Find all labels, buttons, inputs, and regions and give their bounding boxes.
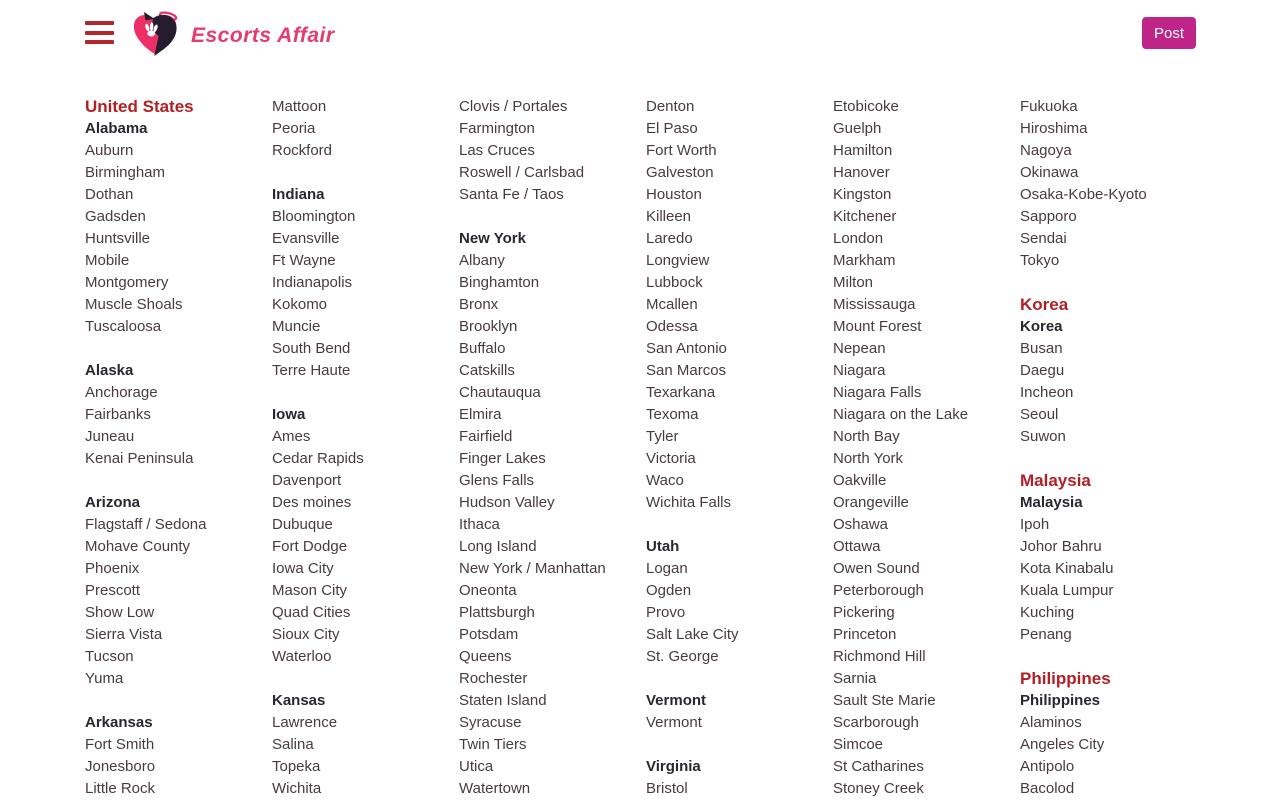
- city-link[interactable]: Houston: [646, 186, 702, 203]
- city-link[interactable]: Mohave County: [85, 538, 191, 555]
- city-link[interactable]: Busan: [1020, 340, 1063, 357]
- city-link[interactable]: North York: [833, 450, 904, 467]
- city-link[interactable]: Fort Dodge: [272, 538, 348, 555]
- city-link[interactable]: Niagara: [833, 362, 886, 379]
- state-header-link[interactable]: Kansas: [272, 692, 326, 709]
- state-header-link[interactable]: Arkansas: [85, 714, 153, 731]
- city-link[interactable]: Mcallen: [646, 296, 698, 313]
- city-link[interactable]: Sioux City: [272, 626, 340, 643]
- city-link[interactable]: Hanover: [833, 164, 890, 181]
- city-link[interactable]: Princeton: [833, 626, 897, 643]
- state-header-link[interactable]: Korea: [1020, 318, 1063, 335]
- city-link[interactable]: Iowa City: [272, 560, 334, 577]
- city-link[interactable]: Watertown: [459, 780, 531, 797]
- city-link[interactable]: Elmira: [459, 406, 502, 423]
- spacer: [272, 382, 459, 404]
- city-link[interactable]: Denton: [646, 98, 695, 115]
- city-link[interactable]: Daegu: [1020, 362, 1065, 379]
- city-link[interactable]: Dothan: [85, 186, 134, 203]
- city-link[interactable]: Oshawa: [833, 516, 889, 533]
- city-link[interactable]: Kenai Peninsula: [85, 450, 194, 467]
- city-link[interactable]: Clovis / Portales: [459, 98, 568, 115]
- city-link[interactable]: Mobile: [85, 252, 130, 269]
- page-header: [0, 0, 1280, 66]
- state-header-link[interactable]: Arizona: [85, 494, 141, 511]
- city-link[interactable]: Richmond Hill: [833, 648, 926, 665]
- city-link[interactable]: Fort Worth: [646, 142, 717, 159]
- city-link[interactable]: Bloomington: [272, 208, 356, 225]
- state-header-link[interactable]: New York: [459, 230, 526, 247]
- city-link[interactable]: Ithaca: [459, 516, 500, 533]
- directory-column: [85, 96, 272, 800]
- city-link[interactable]: Des moines: [272, 494, 352, 511]
- city-link[interactable]: Seoul: [1020, 406, 1059, 423]
- city-link[interactable]: Sarnia: [833, 670, 877, 687]
- city-link[interactable]: Rockford: [272, 142, 333, 159]
- city-link[interactable]: Little Rock: [85, 780, 156, 797]
- state-header-link[interactable]: Indiana: [272, 186, 325, 203]
- state-header-link[interactable]: Alabama: [85, 120, 148, 137]
- city-link[interactable]: South Bend: [272, 340, 351, 357]
- directory-column: [459, 96, 646, 800]
- city-link[interactable]: Sault Ste Marie: [833, 692, 936, 709]
- city-link[interactable]: Texarkana: [646, 384, 716, 401]
- city-link[interactable]: Lubbock: [646, 274, 703, 291]
- city-link[interactable]: Plattsburgh: [459, 604, 535, 621]
- city-link[interactable]: Markham: [833, 252, 896, 269]
- spacer: [1020, 448, 1207, 470]
- city-link[interactable]: Brooklyn: [459, 318, 518, 335]
- spacer: [646, 734, 833, 756]
- spacer: [1020, 272, 1207, 294]
- city-link[interactable]: Huntsville: [85, 230, 151, 247]
- city-link[interactable]: Evansville: [272, 230, 340, 247]
- spacer: [85, 338, 272, 360]
- city-link[interactable]: Peterborough: [833, 582, 924, 599]
- city-link[interactable]: Stoney Creek: [833, 780, 924, 797]
- city-link[interactable]: Wichita Falls: [646, 494, 732, 511]
- city-link[interactable]: Johor Bahru: [1020, 538, 1102, 555]
- city-link[interactable]: Anchorage: [85, 384, 158, 401]
- city-link[interactable]: Hamilton: [833, 142, 893, 159]
- city-link[interactable]: Mount Forest: [833, 318, 922, 335]
- city-link[interactable]: Niagara Falls: [833, 384, 922, 401]
- city-link[interactable]: Quad Cities: [272, 604, 351, 621]
- city-link[interactable]: Muscle Shoals: [85, 296, 183, 313]
- city-link[interactable]: Logan: [646, 560, 688, 577]
- city-link[interactable]: Muncie: [272, 318, 321, 335]
- spacer: [646, 514, 833, 536]
- city-link[interactable]: Albany: [459, 252, 505, 269]
- city-link[interactable]: Hiroshima: [1020, 120, 1088, 137]
- city-link[interactable]: Okinawa: [1020, 164, 1079, 181]
- city-link[interactable]: Tuscaloosa: [85, 318, 162, 335]
- city-link[interactable]: Killeen: [646, 208, 692, 225]
- city-link[interactable]: Galveston: [646, 164, 714, 181]
- city-link[interactable]: Pickering: [833, 604, 895, 621]
- city-link[interactable]: Ft Wayne: [272, 252, 336, 269]
- city-link[interactable]: Santa Fe / Taos: [459, 186, 564, 203]
- city-link[interactable]: Sierra Vista: [85, 626, 163, 643]
- city-link[interactable]: Oakville: [833, 472, 887, 489]
- city-link[interactable]: Orangeville: [833, 494, 909, 511]
- city-link[interactable]: Salt Lake City: [646, 626, 739, 643]
- brand-name: Escorts Affair: [191, 24, 335, 47]
- spacer: [459, 206, 646, 228]
- city-link[interactable]: Sendai: [1020, 230, 1067, 247]
- city-link[interactable]: Mississauga: [833, 296, 916, 313]
- city-link[interactable]: Auburn: [85, 142, 134, 159]
- city-link[interactable]: Guelph: [833, 120, 882, 137]
- city-link[interactable]: Potsdam: [459, 626, 519, 643]
- city-link[interactable]: Salina: [272, 736, 314, 753]
- city-link[interactable]: Jonesboro: [85, 758, 156, 775]
- city-link[interactable]: Show Low: [85, 604, 155, 621]
- city-link[interactable]: Penang: [1020, 626, 1072, 643]
- country-header-link[interactable]: Malaysia: [1020, 471, 1091, 490]
- city-link[interactable]: Alaminos: [1020, 714, 1082, 731]
- city-link[interactable]: Oneonta: [459, 582, 517, 599]
- city-link[interactable]: Queens: [459, 648, 512, 665]
- city-link[interactable]: Incheon: [1020, 384, 1074, 401]
- city-link[interactable]: Kota Kinabalu: [1020, 560, 1114, 577]
- city-link[interactable]: San Antonio: [646, 340, 727, 357]
- city-link[interactable]: New York / Manhattan: [459, 560, 606, 577]
- city-link[interactable]: Indianapolis: [272, 274, 353, 291]
- city-link[interactable]: Suwon: [1020, 428, 1066, 445]
- city-link[interactable]: Longview: [646, 252, 710, 269]
- city-link[interactable]: Vermont: [646, 714, 702, 731]
- city-link[interactable]: Angeles City: [1020, 736, 1105, 753]
- city-link[interactable]: Kokomo: [272, 296, 328, 313]
- city-link[interactable]: Provo: [646, 604, 686, 621]
- city-link[interactable]: Ogden: [646, 582, 692, 599]
- city-link[interactable]: Phoenix: [85, 560, 140, 577]
- city-link[interactable]: Fairbanks: [85, 406, 151, 423]
- city-link[interactable]: Mattoon: [272, 98, 327, 115]
- city-link[interactable]: Waterloo: [272, 648, 332, 665]
- directory-column: [833, 96, 1020, 800]
- city-link[interactable]: Nepean: [833, 340, 886, 357]
- city-link[interactable]: Catskills: [459, 362, 515, 379]
- directory-column: [646, 96, 833, 800]
- city-link[interactable]: Syracuse: [459, 714, 522, 731]
- city-link[interactable]: Niagara on the Lake: [833, 406, 969, 423]
- city-link[interactable]: Las Cruces: [459, 142, 535, 159]
- city-link[interactable]: Scarborough: [833, 714, 919, 731]
- city-link[interactable]: Fukuoka: [1020, 98, 1078, 115]
- city-link[interactable]: Davenport: [272, 472, 342, 489]
- spacer: [646, 668, 833, 690]
- city-link[interactable]: Staten Island: [459, 692, 547, 709]
- city-link[interactable]: Terre Haute: [272, 362, 351, 379]
- city-link[interactable]: Birmingham: [85, 164, 166, 181]
- city-link[interactable]: San Marcos: [646, 362, 727, 379]
- city-link[interactable]: Glens Falls: [459, 472, 535, 489]
- state-header-link[interactable]: Alaska: [85, 362, 134, 379]
- city-link[interactable]: Kingston: [833, 186, 892, 203]
- city-link[interactable]: Finger Lakes: [459, 450, 546, 467]
- spacer: [1020, 646, 1207, 668]
- city-link[interactable]: Tucson: [85, 648, 134, 665]
- brand-logo-heart-icon: [130, 11, 182, 61]
- city-link[interactable]: Kuala Lumpur: [1020, 582, 1114, 599]
- city-link[interactable]: Victoria: [646, 450, 696, 467]
- state-header-link[interactable]: Virginia: [646, 758, 701, 775]
- city-link[interactable]: Kuching: [1020, 604, 1075, 621]
- city-link[interactable]: Topeka: [272, 758, 321, 775]
- city-link[interactable]: Twin Tiers: [459, 736, 527, 753]
- city-link[interactable]: Montgomery: [85, 274, 169, 291]
- city-link[interactable]: Tokyo: [1020, 252, 1060, 269]
- city-link[interactable]: Bristol: [646, 780, 688, 797]
- city-link[interactable]: Bacolod: [1020, 780, 1075, 797]
- spacer: [272, 162, 459, 184]
- country-header-link[interactable]: Korea: [1020, 295, 1069, 314]
- city-link[interactable]: Sapporo: [1020, 208, 1077, 225]
- city-link[interactable]: Odessa: [646, 318, 698, 335]
- state-header-link[interactable]: Vermont: [646, 692, 707, 709]
- city-link[interactable]: Nagoya: [1020, 142, 1072, 159]
- city-link[interactable]: Cedar Rapids: [272, 450, 364, 467]
- city-link[interactable]: Dubuque: [272, 516, 333, 533]
- state-header-link[interactable]: Philippines: [1020, 692, 1101, 709]
- city-link[interactable]: Mason City: [272, 582, 348, 599]
- city-link[interactable]: Utica: [459, 758, 494, 775]
- spacer: [272, 668, 459, 690]
- city-link[interactable]: Flagstaff / Sedona: [85, 516, 207, 533]
- city-link[interactable]: Prescott: [85, 582, 141, 599]
- country-header-link[interactable]: Philippines: [1020, 669, 1111, 688]
- post-button[interactable]: Post: [1142, 17, 1196, 49]
- city-link[interactable]: Laredo: [646, 230, 693, 247]
- city-link[interactable]: Fairfield: [459, 428, 513, 445]
- state-header-link[interactable]: Iowa: [272, 406, 306, 423]
- city-link[interactable]: Buffalo: [459, 340, 506, 357]
- city-link[interactable]: Roswell / Carlsbad: [459, 164, 585, 181]
- hamburger-menu-icon[interactable]: [85, 21, 114, 44]
- city-link[interactable]: Binghamton: [459, 274, 540, 291]
- city-link[interactable]: Etobicoke: [833, 98, 899, 115]
- city-link[interactable]: St Catharines: [833, 758, 924, 775]
- spacer: [85, 690, 272, 712]
- city-link[interactable]: Juneau: [85, 428, 135, 445]
- city-link[interactable]: Tyler: [646, 428, 679, 445]
- city-link[interactable]: Farmington: [459, 120, 535, 137]
- directory-columns: [0, 66, 1280, 800]
- city-link[interactable]: Wichita: [272, 780, 322, 797]
- city-link[interactable]: St. George: [646, 648, 719, 665]
- city-link[interactable]: Peoria: [272, 120, 316, 137]
- city-link[interactable]: Gadsden: [85, 208, 146, 225]
- city-link[interactable]: Lawrence: [272, 714, 338, 731]
- state-header-link[interactable]: Utah: [646, 538, 680, 555]
- city-link[interactable]: Bronx: [459, 296, 499, 313]
- city-link[interactable]: Simcoe: [833, 736, 884, 753]
- state-header-link[interactable]: Malaysia: [1020, 494, 1083, 511]
- country-header-link[interactable]: United States: [85, 97, 194, 116]
- city-link[interactable]: Ottawa: [833, 538, 881, 555]
- city-link[interactable]: Hudson Valley: [459, 494, 555, 511]
- directory-column: [1020, 96, 1207, 800]
- city-link[interactable]: Owen Sound: [833, 560, 920, 577]
- city-link[interactable]: Texoma: [646, 406, 699, 423]
- city-link[interactable]: Milton: [833, 274, 874, 291]
- city-link[interactable]: Rochester: [459, 670, 528, 687]
- city-link[interactable]: El Paso: [646, 120, 698, 137]
- city-link[interactable]: Long Island: [459, 538, 537, 555]
- city-link[interactable]: Chautauqua: [459, 384, 541, 401]
- city-link[interactable]: Antipolo: [1020, 758, 1075, 775]
- city-link[interactable]: Ipoh: [1020, 516, 1050, 533]
- city-link[interactable]: North Bay: [833, 428, 900, 445]
- brand-logo[interactable]: [130, 11, 335, 61]
- city-link[interactable]: Osaka-Kobe-Kyoto: [1020, 186, 1147, 203]
- city-link[interactable]: London: [833, 230, 884, 247]
- city-link[interactable]: Ames: [272, 428, 311, 445]
- city-link[interactable]: Fort Smith: [85, 736, 155, 753]
- directory-column: [272, 96, 459, 800]
- city-link[interactable]: Yuma: [85, 670, 124, 687]
- spacer: [85, 470, 272, 492]
- city-link[interactable]: Kitchener: [833, 208, 897, 225]
- city-link[interactable]: Waco: [646, 472, 684, 489]
